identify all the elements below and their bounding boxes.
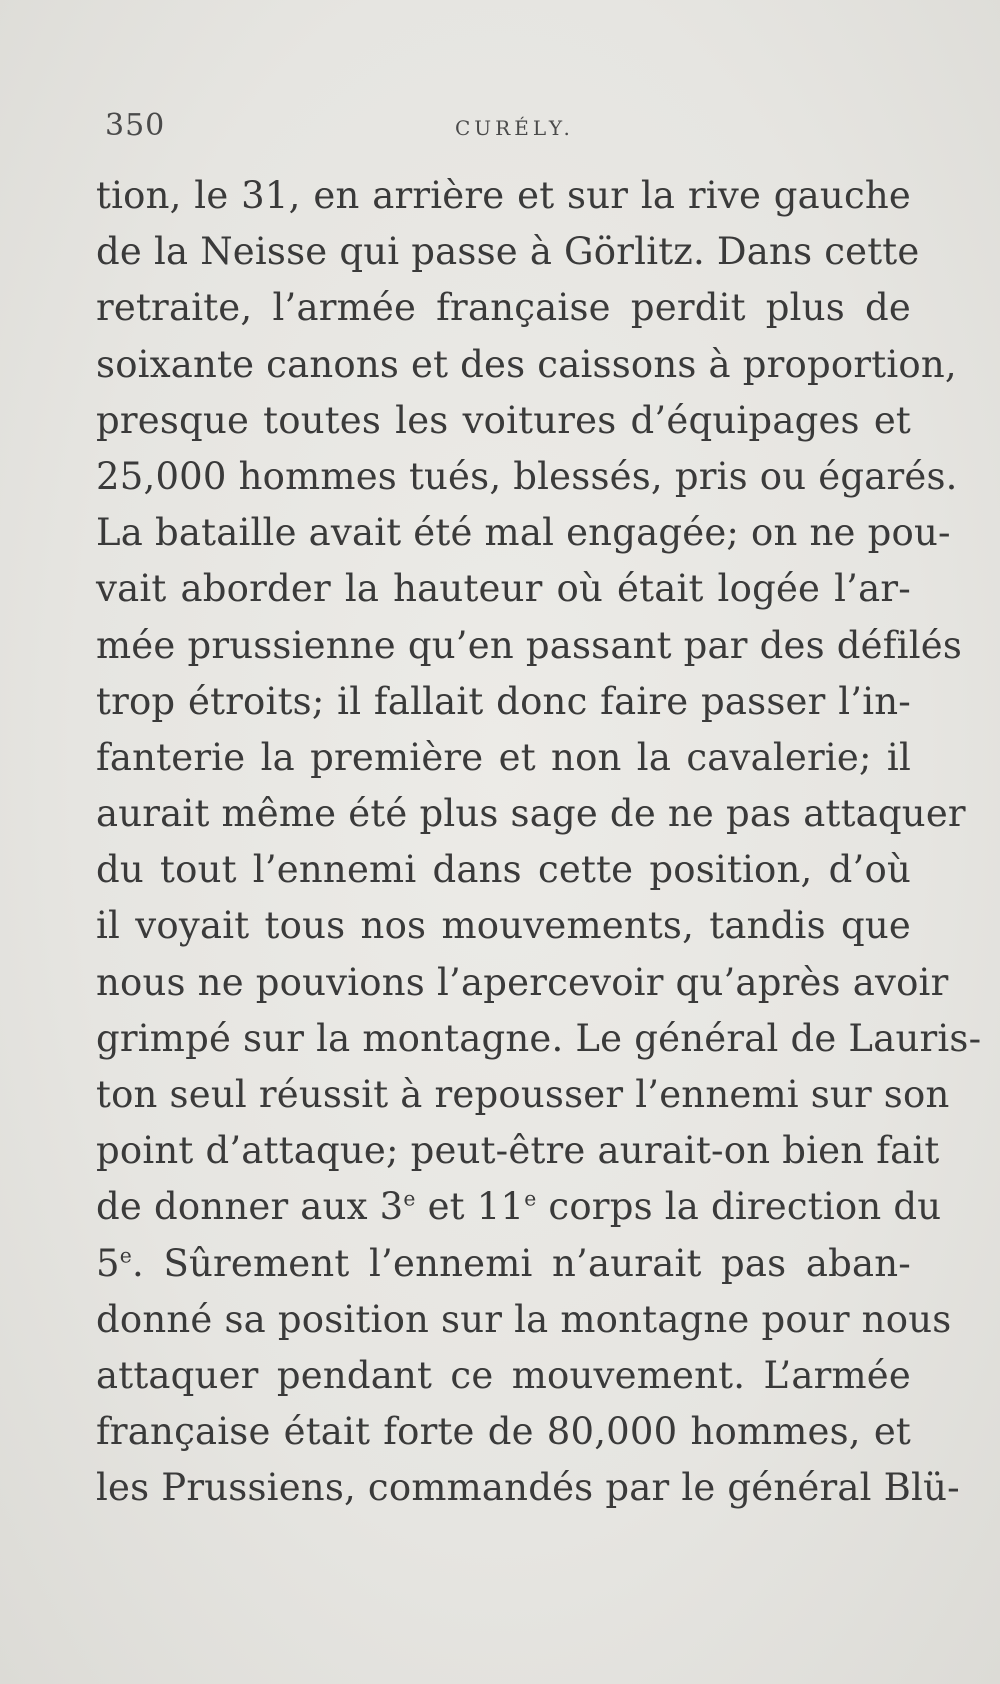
text-line: point d’attaque; peut-être aurait-on bien fait xyxy=(96,1129,940,1173)
text-line: La bataille avait été mal engagée; on ne pou- xyxy=(96,511,951,555)
page-number: 350 xyxy=(105,108,166,143)
text-line: retraite, l’armée française perdit plus de xyxy=(96,286,911,330)
text-line: il voyait tous nos mouvements, tandis que xyxy=(96,904,911,948)
text-line: tion, le 31, en arrière et sur la rive gauche xyxy=(96,174,911,217)
text-line: vait aborder la hauteur où était logée l’ar- xyxy=(96,567,911,611)
text-line: de la Neisse qui passe à Görlitz. Dans cette xyxy=(96,230,920,274)
text-line: mée prussienne qu’en passant par des défilés xyxy=(96,623,963,667)
text-line: française était forte de 80,000 hommes, et xyxy=(96,1410,911,1454)
text-line: soixante canons et des caissons à proportion, xyxy=(96,342,957,386)
running-head: CURÉLY. xyxy=(455,116,574,140)
text-line: de donner aux 3e et 11e corps la direction du xyxy=(96,1185,942,1229)
text-line: donné sa position sur la montagne pour nous xyxy=(96,1297,952,1341)
text-line: ton seul réussit à repousser l’ennemi sur son xyxy=(96,1073,950,1116)
text-line: presque toutes les voitures d’équipages et xyxy=(96,398,911,442)
text-line: du tout l’ennemi dans cette position, d’où xyxy=(96,848,911,892)
text-line: nous ne pouvions l’apercevoir qu’après avoir xyxy=(96,960,949,1004)
page-header xyxy=(105,108,585,148)
text-line: 5e. Sûrement l’ennemi n’aurait pas aban- xyxy=(96,1241,911,1285)
text-line: aurait même été plus sage de ne pas attaquer xyxy=(96,792,966,836)
text-line: fanterie la première et non la cavalerie; il xyxy=(96,735,911,779)
text-line: trop étroits; il fallait donc faire passer l’in- xyxy=(96,679,911,723)
text-line: grimpé sur la montagne. Le général de Lauris- xyxy=(96,1016,982,1060)
body-text xyxy=(96,168,982,1517)
text-line: attaquer pendant ce mouvement. L’armée xyxy=(96,1353,911,1397)
text-line: 25,000 hommes tués, blessés, pris ou égarés. xyxy=(96,454,958,498)
text-line: les Prussiens, commandés par le général Blü- xyxy=(96,1466,960,1510)
